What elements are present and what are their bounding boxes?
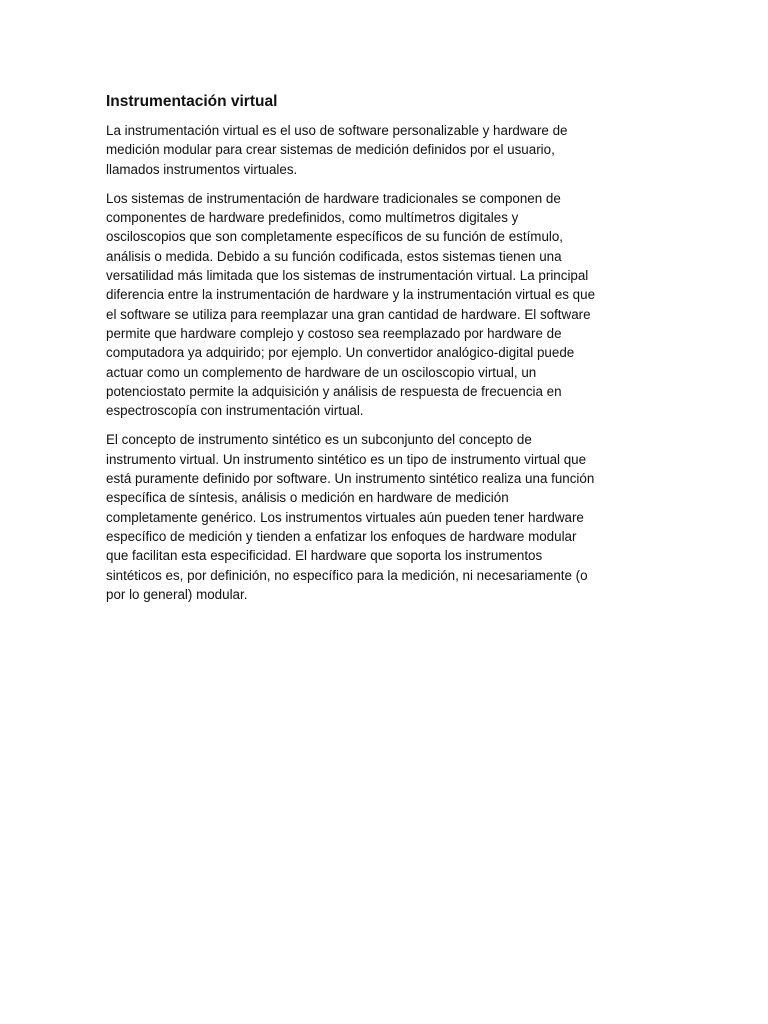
text-line: espectroscopía con instrumentación virtual. [106, 403, 364, 419]
text-line: diferencia entre la instrumentación de hardware y la instrumentación virtual es que [106, 287, 596, 303]
text-line: potenciostato permite la adquisición y análisis de respuesta de frecuencia en [106, 383, 562, 399]
text-line: computadora ya adquirido; por ejemplo. Un convertidor analógico-digital puede [106, 345, 575, 361]
paragraph-1 [106, 121, 662, 179]
text-line: específico de medición y tienden a enfatizar los enfoques de hardware modular [106, 528, 577, 544]
text-line: osciloscopios que son completamente específicos de su función de estímulo, [106, 229, 564, 245]
text-line: que facilitan esta especificidad. El hardware que soporta los instrumentos [106, 548, 543, 564]
text-line: específica de síntesis, análisis o medición en hardware de medición [106, 490, 509, 506]
text-line: permite que hardware complejo y costoso sea reemplazado por hardware de [106, 325, 562, 341]
text-line: está puramente definido por software. Un instrumento sintético realiza una función [106, 471, 595, 487]
text-line: sintéticos es, por definición, no específico para la medición, ni necesariamente (o [106, 567, 588, 583]
text-line: instrumento virtual. Un instrumento sintético es un tipo de instrumento virtual que [106, 451, 587, 467]
text-line: versatilidad más limitada que los sistemas de instrumentación virtual. La principal [106, 268, 589, 284]
document-page [106, 92, 662, 614]
text-line: llamados instrumentos virtuales. [106, 161, 298, 177]
text-line: por lo general) modular. [106, 586, 248, 602]
text-line: El concepto de instrumento sintético es un subconjunto del concepto de [106, 432, 532, 448]
paragraph-3 [106, 430, 662, 604]
text-line: La instrumentación virtual es el uso de software personalizable y hardware de [106, 123, 568, 138]
text-line: medición modular para crear sistemas de medición definidos por el usuario, [106, 142, 555, 158]
text-line: el software se utiliza para reemplazar una gran cantidad de hardware. El software [106, 306, 591, 322]
document-title: Instrumentación virtual [106, 93, 278, 110]
text-line: análisis o medida. Debido a su función codificada, estos sistemas tienen una [106, 248, 562, 264]
paragraph-2 [106, 189, 662, 421]
text-line: completamente genérico. Los instrumentos virtuales aún pueden tener hardware [106, 509, 584, 525]
text-line: Los sistemas de instrumentación de hardware tradicionales se componen de [106, 190, 561, 206]
text-line: actuar como un complemento de hardware de un osciloscopio virtual, un [106, 364, 537, 380]
text-line: componentes de hardware predefinidos, como multímetros digitales y [106, 210, 519, 226]
